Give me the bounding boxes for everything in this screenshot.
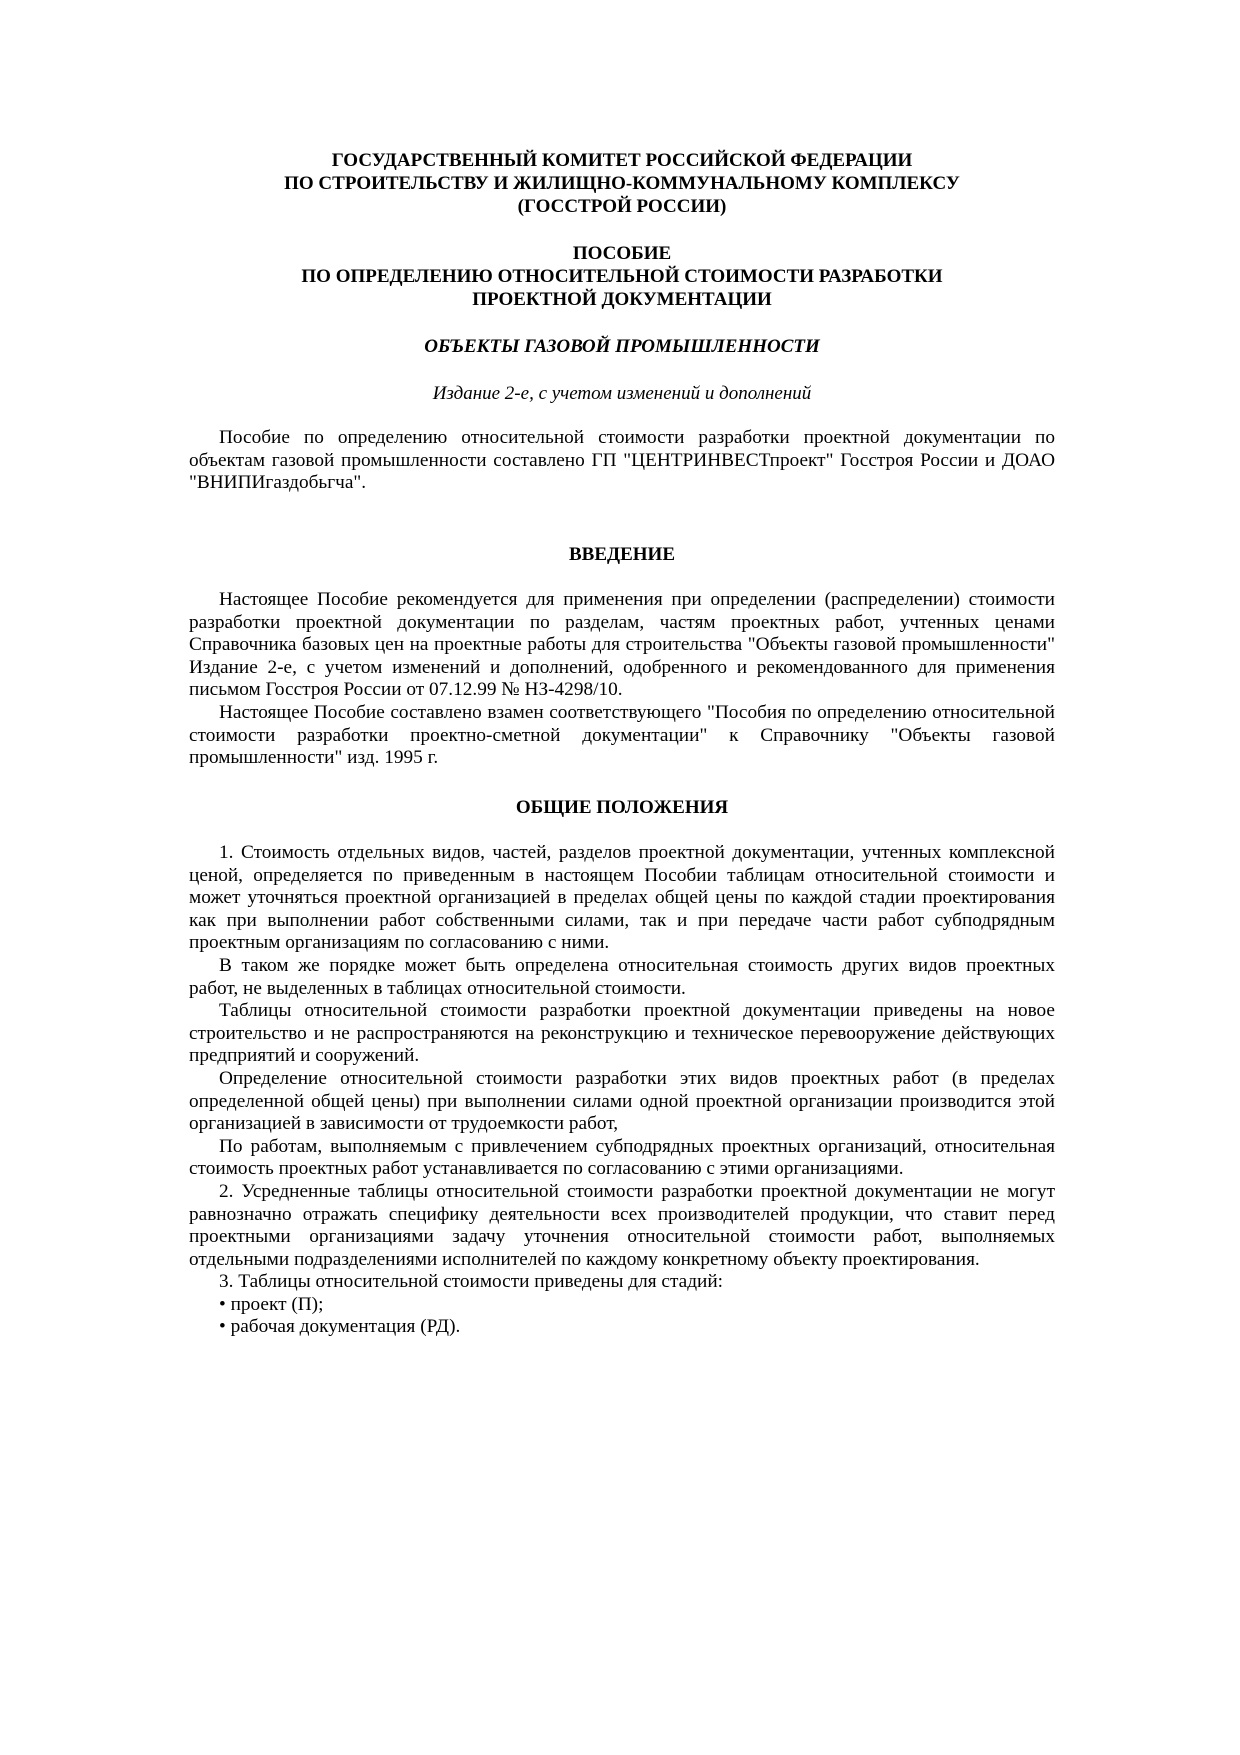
general-paragraph-3: Таблицы относительной стоимости разработки проектной документации приведены на новое строительство и не распространяются на реконструкцию и техническое перевооружение действующих предприятий и сооружений.: [189, 1000, 1055, 1067]
document-title: [189, 242, 1055, 311]
general-paragraph-6: 2. Усредненные таблицы относительной стоимости разработки проектной документации не могут равнозначно отражать специфику деятельности всех производителей продукции, что ставит перед проектными организациями задачу уточнения относительной стоимости работ, выполняемых отдельными подразделениями исполнителей по каждому конкретному объекту проектирования.: [189, 1180, 1055, 1270]
introduction-body: [189, 589, 1055, 770]
stage-bullet-project: • проект (П);: [219, 1293, 324, 1315]
intro-block: [189, 427, 1055, 495]
introduction-paragraph-2: Настоящее Пособие составлено взамен соответствующего "Пособия по определению относительной стоимости разработки проектно-сметной документации" к Справочнику "Объекты газовой промышленности" изд. 1995 г.: [189, 701, 1055, 769]
intro-paragraph: Пособие по определению относительной стоимости разработки проектной документации по объектам газовой промышленности составлено ГП "ЦЕНТРИНВЕСТпроект" Госстроя России и ДОАО "ВНИПИгаздобьгча".: [189, 427, 1055, 494]
introduction-paragraph-1: Настоящее Пособие рекомендуется для применения при определении (распределении) стоимости разработки проектной документации по разделам, частям проектных работ, учтенных ценами Справочника базовых цен на проектные работы для строительства "Объекты газовой промышленности" Издание 2-е, с учетом изменений и дополнений, одобренного и рекомендованного для применения письмом Госстроя России от 07.12.99 № НЗ-4298/10.: [189, 589, 1055, 701]
edition-note: Издание 2-е, с учетом изменений и дополнений: [432, 383, 812, 404]
general-paragraph-5: По работам, выполняемым с привлечением субподрядных проектных организаций, относительная стоимость проектных работ устанавливается по согласованию с этими организациями.: [189, 1135, 1055, 1180]
title-line-3: ПРОЕКТНОЙ ДОКУМЕНТАЦИИ: [472, 289, 772, 310]
general-paragraph-4: Определение относительной стоимости разработки этих видов проектных работ (в пределах определенной общей цены) при выполнении силами одной проектной организации производится этой организацией в зависимости от трудоемкости работ,: [189, 1067, 1055, 1135]
document-subtitle: ОБЪЕКТЫ ГАЗОВОЙ ПРОМЫШЛЕННОСТИ: [424, 336, 820, 357]
general-body: [189, 842, 1055, 1339]
title-line-1: ПОСОБИЕ: [572, 243, 672, 264]
general-paragraph-2: В таком же порядке может быть определена относительная стоимость других видов проектных работ, не выделенных в таблицах относительной стоимости.: [189, 954, 1055, 999]
header-line-2: ПО СТРОИТЕЛЬСТВУ И ЖИЛИЩНО-КОММУНАЛЬНОМУ КОМПЛЕКСУ: [284, 173, 960, 194]
stage-bullet-working-docs: • рабочая документация (РД).: [219, 1316, 461, 1338]
general-paragraph-1: 1. Стоимость отдельных видов, частей, разделов проектной документации, учтенных комплексной ценой, определяется по приведенным в настоящем Пособии таблицам относительной стоимости и может уточняться проектной организацией в пределах общей цены по каждой стадии проектирования как при выполнении работ собственными силами, так и при передаче части работ субподрядным проектным организациям по согласованию с ними.: [189, 842, 1055, 954]
general-heading: ОБЩИЕ ПОЛОЖЕНИЯ: [515, 797, 729, 818]
title-line-2: ПО ОПРЕДЕЛЕНИЮ ОТНОСИТЕЛЬНОЙ СТОИМОСТИ РАЗРАБОТКИ: [301, 266, 943, 287]
header-line-1: ГОСУДАРСТВЕННЫЙ КОМИТЕТ РОССИЙСКОЙ ФЕДЕРАЦИИ: [331, 150, 913, 171]
introduction-heading: ВВЕДЕНИЕ: [569, 544, 675, 565]
organization-header: [189, 149, 1055, 218]
header-line-3: (ГОССТРОЙ РОССИИ): [517, 196, 727, 217]
general-paragraph-7: 3. Таблицы относительной стоимости приведены для стадий:: [219, 1271, 723, 1293]
